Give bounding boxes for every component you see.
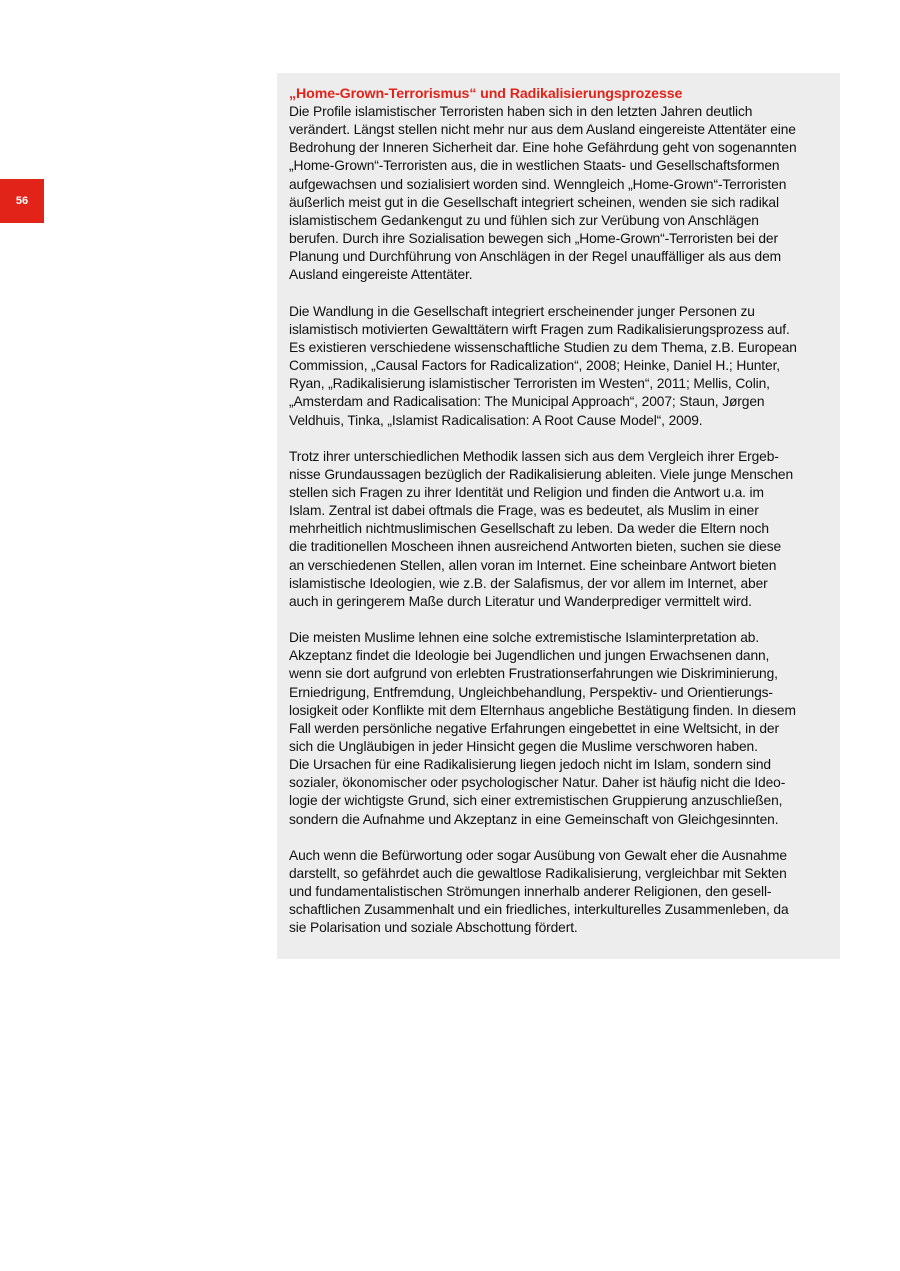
paragraph-3: Trotz ihrer unterschiedlichen Methodik lassen sich aus dem Vergleich ihrer Ergeb- nisse Grundaussagen bezüglich der Radikalisierung ableiten. Viele junge Menschen stellen sich Fragen zu ihrer Identität und Religion und finden die Antwort u.a. im Islam. Zentral ist dabei oftmals die Frage, was es bedeutet, als Muslim in einer mehrheitlich nichtmuslimischen Gesellschaft zu leben. Da weder die Eltern noch die traditionellen Moscheen ihnen ausreichend Antworten bieten, suchen sie diese an verschiedenen Stellen, allen voran im Internet. Eine scheinbare Antwort bieten islamistische Ideologien, wie z.B. der Salafismus, der vor allem im Internet, aber auch in geringerem Maße durch Literatur und Wanderprediger vermittelt wird. <box>289 448 794 609</box>
paragraph-4: Die meisten Muslime lehnen eine solche extremistische Islaminterpretation ab. Akzeptanz findet die Ideologie bei Jugendlichen und jungen Erwachsenen dann, wenn sie dort aufgrund von erlebten Frustrationserfahrungen wie Diskriminierung, Erniedrigung, Entfremdung, Ungleichbehandlung, Perspektiv- und Orientierungs- losigkeit oder Konflikte mit dem Elternhaus angebliche Bestätigung finden. In diesem Fall werden persönliche negative Erfahrungen eingebettet in eine Weltsicht, in der sich die Ungläubigen in jeder Hinsicht gegen die Muslime verschworen haben. Die Ursachen für eine Radikalisierung liegen jedoch nicht im Islam, sondern sind sozialer, ökonomischer oder psychologischer Natur. Daher ist häufig nicht die Ideo- logie der wichtigste Grund, sich einer extremistischen Gruppierung anzuschließen, sondern die Aufnahme und Akzeptanz in eine Gemeinschaft von Gleichgesinnten. <box>289 630 796 827</box>
paragraph-1: Die Profile islamistischer Terroristen haben sich in den letzten Jahren deutlich verändert. Längst stellen nicht mehr nur aus dem Ausland eingereiste Attentäter eine Bedrohung der Inneren Sicherheit dar. Eine hohe Gefährdung geht von sogenannten „Home-Grown“-Terroristen aus, die in westlichen Staats- und Gesellschaftsformen aufgewachsen und sozialisiert worden sind. Wenngleich „Home-Grown“-Terroristen äußerlich meist gut in die Gesellschaft integriert scheinen, wenden sie sich radikal islamistischem Gedankengut zu und fühlen sich zur Verübung von Anschlägen berufen. Durch ihre Sozialisation bewegen sich „Home-Grown“-Terroristen bei der Planung und Durchführung von Anschlägen in der Regel unauffälliger als aus dem Ausland eingereiste Attentäter. <box>289 104 797 283</box>
page-number-tab <box>0 179 44 223</box>
info-box <box>277 73 840 959</box>
box-heading: „Home-Grown-Terrorismus“ und Radikalisierungsprozesse <box>289 86 683 102</box>
paragraph-2: Die Wandlung in die Gesellschaft integriert erscheinender junger Personen zu islamistisch motivierten Gewalttätern wirft Fragen zum Radikalisierungsprozess auf. Es existieren verschiedene wissenschaftliche Studien zu dem Thema, z.B. European Commission, „Causal Factors for Radicalization“, 2008; Heinke, Daniel H.; Hunter, Ryan, „Radikalisierung islamistischer Terroristen im Westen“, 2011; Mellis, Colin, „Amsterdam and Radicalisation: The Municipal Approach“, 2007; Staun, Jørgen Veldhuis, Tinka, „Islamist Radicalisation: A Root Cause Model“, 2009. <box>289 303 797 428</box>
paragraph-5: Auch wenn die Befürwortung oder sogar Ausübung von Gewalt eher die Ausnahme darstellt, so gefährdet auch die gewaltlose Radikalisierung, vergleichbar mit Sekten und fundamentalistischen Strömungen innerhalb anderer Religionen, den gesell- schaftlichen Zusammenhalt und ein friedliches, interkulturelles Zusammenleben, da sie Polarisation und soziale Abschottung fördert. <box>289 847 789 936</box>
page-number: 56 <box>15 195 29 207</box>
